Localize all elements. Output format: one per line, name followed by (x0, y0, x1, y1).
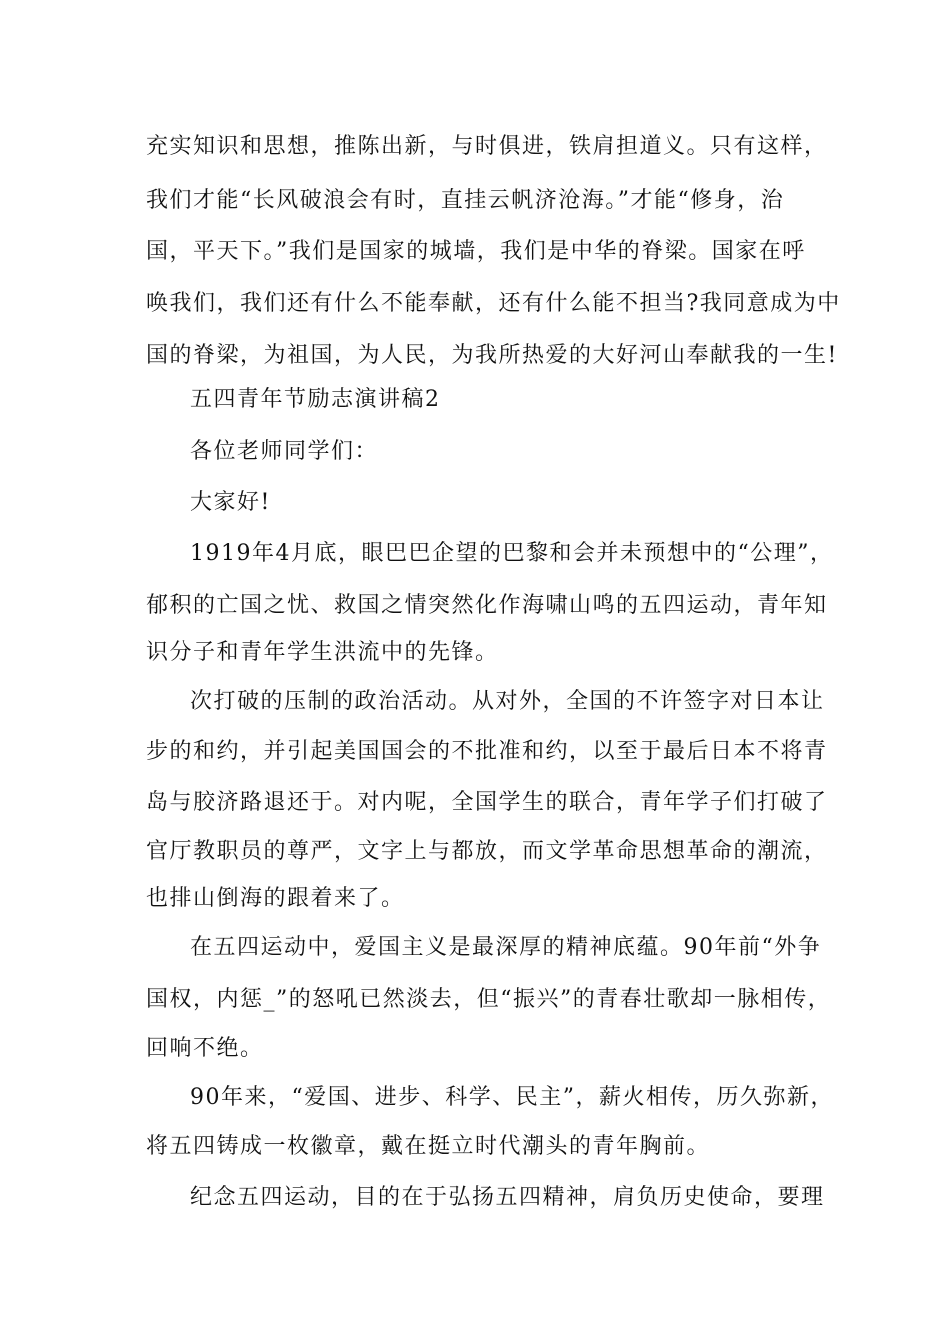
text-line: 将五四铸成一枚徽章，戴在挺立时代潮头的青年胸前。 (146, 1134, 711, 1159)
text-line: 我们才能“长风破浪会有时，直挂云帆济沧海。”才能“修身，治 (146, 188, 785, 213)
text-line: 回响不绝。 (146, 1036, 264, 1061)
paragraph-start: 1919年4月底，眼巴巴企望的巴黎和会并未预想中的“公理”， (190, 541, 834, 566)
section-title: 五四青年节励志演讲稿2 (190, 387, 441, 412)
text-line: 步的和约，并引起美国国会的不批准和约，以至于最后日本不将青 (146, 739, 828, 764)
text-line: 识分子和青年学生洪流中的先锋。 (146, 640, 499, 665)
text-line: 国权，内惩_”的怒吼已然淡去，但“振兴”的青春壮歌却一脉相传， (146, 987, 832, 1012)
text-line: 国的脊梁，为祖国，为人民，为我所热爱的大好河山奉献我的一生! (146, 343, 838, 368)
text-line: 官厅教职员的尊严，文字上与都放，而文学革命思想革命的潮流， (146, 839, 828, 864)
text-line: 郁积的亡国之忧、救国之情突然化作海啸山鸣的五四运动，青年知 (146, 593, 828, 618)
salutation: 各位老师同学们： (190, 439, 379, 464)
text-line: 充实知识和思想，推陈出新，与时俱进，铁肩担道义。只有这样， (146, 134, 828, 159)
text-line: 国，平天下。”我们是国家的城墙，我们是中华的脊梁。国家在呼 (146, 239, 806, 264)
text-line: 唤我们，我们还有什么不能奉献，还有什么能不担当?我同意成为中 (146, 291, 841, 316)
text-line: 也排山倒海的跟着来了。 (146, 886, 405, 911)
text-line: 岛与胶济路退还于。对内呢，全国学生的联合，青年学子们打破了 (146, 790, 828, 815)
paragraph-start: 在五四运动中，爱国主义是最深厚的精神底蕴。90年前“外争 (190, 935, 822, 960)
greeting: 大家好! (190, 490, 271, 515)
paragraph-start: 纪念五四运动，目的在于弘扬五四精神，肩负历史使命，要理 (190, 1185, 825, 1210)
paragraph-start: 90年来，“爱国、进步、科学、民主”，薪火相传，历久弥新， (190, 1085, 834, 1110)
paragraph-start: 次打破的压制的政治活动。从对外，全国的不许签字对日本让 (190, 689, 825, 714)
